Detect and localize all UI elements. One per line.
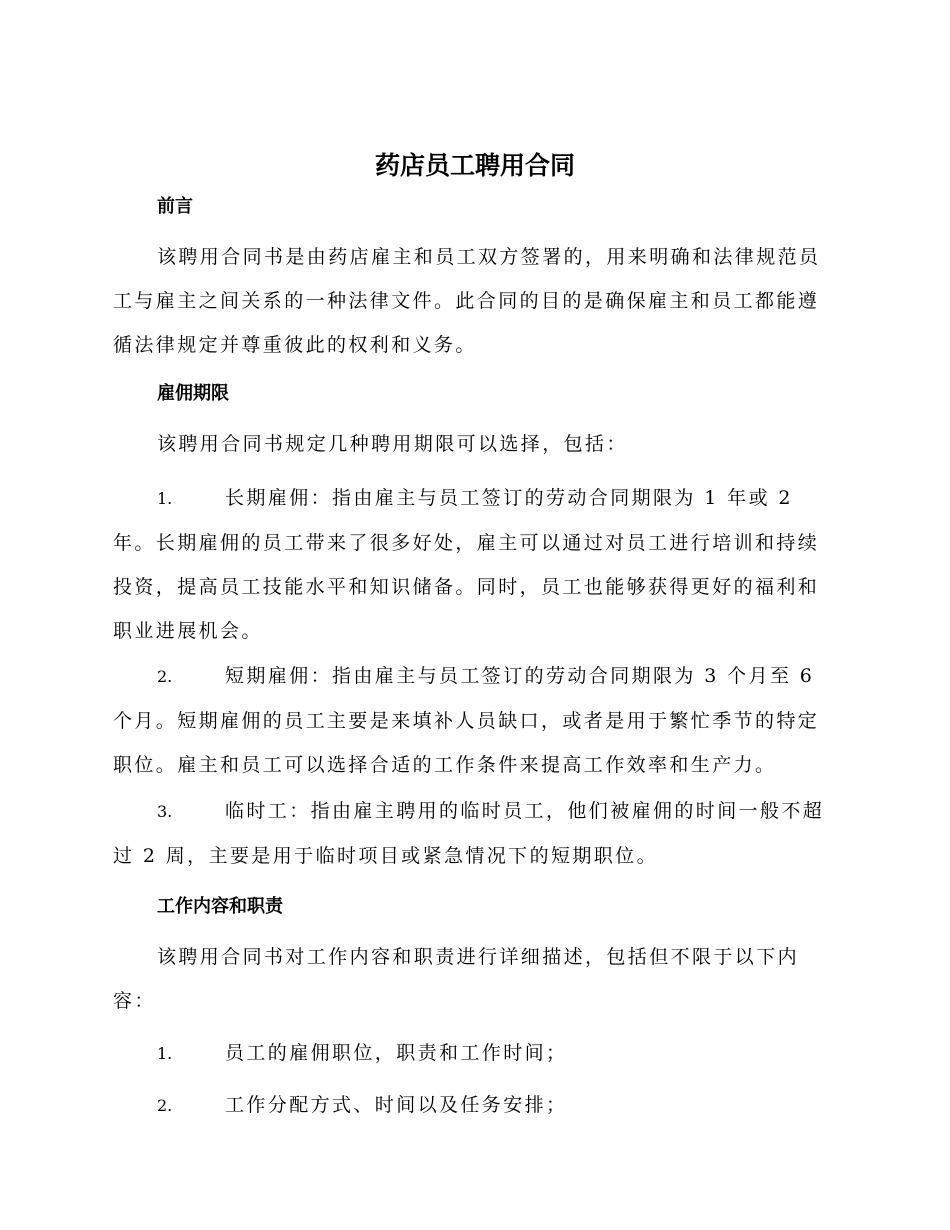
list-item-number: 2. <box>157 1096 173 1115</box>
section-heading-preface: 前言 <box>157 196 193 217</box>
list-item <box>113 1083 838 1128</box>
list-item <box>113 789 838 878</box>
document-title: 药店员工聘用合同 <box>374 151 575 180</box>
list-item-text: 员工的雇佣职位，职责和工作时间； <box>225 1042 568 1064</box>
section-heading-employment-term: 雇佣期限 <box>157 383 229 404</box>
duties-intro: 该聘用合同书对工作内容和职责进行详细描述，包括但不限于以下内容： <box>113 946 800 1012</box>
list-item <box>113 654 838 787</box>
preface-paragraph: 该聘用合同书是由药店雇主和员工双方签署的，用来明确和法律规范员工与雇主之间关系的一种法律文件。此合同的目的是确保雇主和员工都能遵循法律规定并尊重彼此的权利和义务。 <box>113 246 821 356</box>
list-item-text: 长期雇佣：指由雇主与员工签订的劳动合同期限为 1 年或 2 年。长期雇佣的员工带来了很多好处，雇主可以通过对员工进行培训和持续投资，提高员工技能水平和知识储备。同时，员工也能够获得更好的福利和职业进展机会。 <box>113 487 820 642</box>
list-item-number: 2. <box>157 667 173 686</box>
list-item-text: 工作分配方式、时间以及任务安排； <box>225 1094 568 1116</box>
list-item-number: 3. <box>157 802 173 821</box>
list-item-text: 短期雇佣：指由雇主与员工签订的劳动合同期限为 3 个月至 6 个月。短期雇佣的员工主要是来填补人员缺口，或者是用于繁忙季节的特定职位。雇主和员工可以选择合适的工作条件来提高工作效率和生产力。 <box>113 665 820 776</box>
list-item <box>113 1031 838 1076</box>
list-item <box>113 476 838 653</box>
list-item-number: 1. <box>157 1044 173 1063</box>
section-heading-duties: 工作内容和职责 <box>157 896 283 917</box>
list-item-number: 1. <box>157 489 173 508</box>
employment-term-intro: 该聘用合同书规定几种聘用期限可以选择，包括： <box>157 433 628 455</box>
list-item-text: 临时工：指由雇主聘用的临时员工，他们被雇佣的时间一般不超过 2 周，主要是用于临时项目或紧急情况下的短期职位。 <box>113 800 825 867</box>
